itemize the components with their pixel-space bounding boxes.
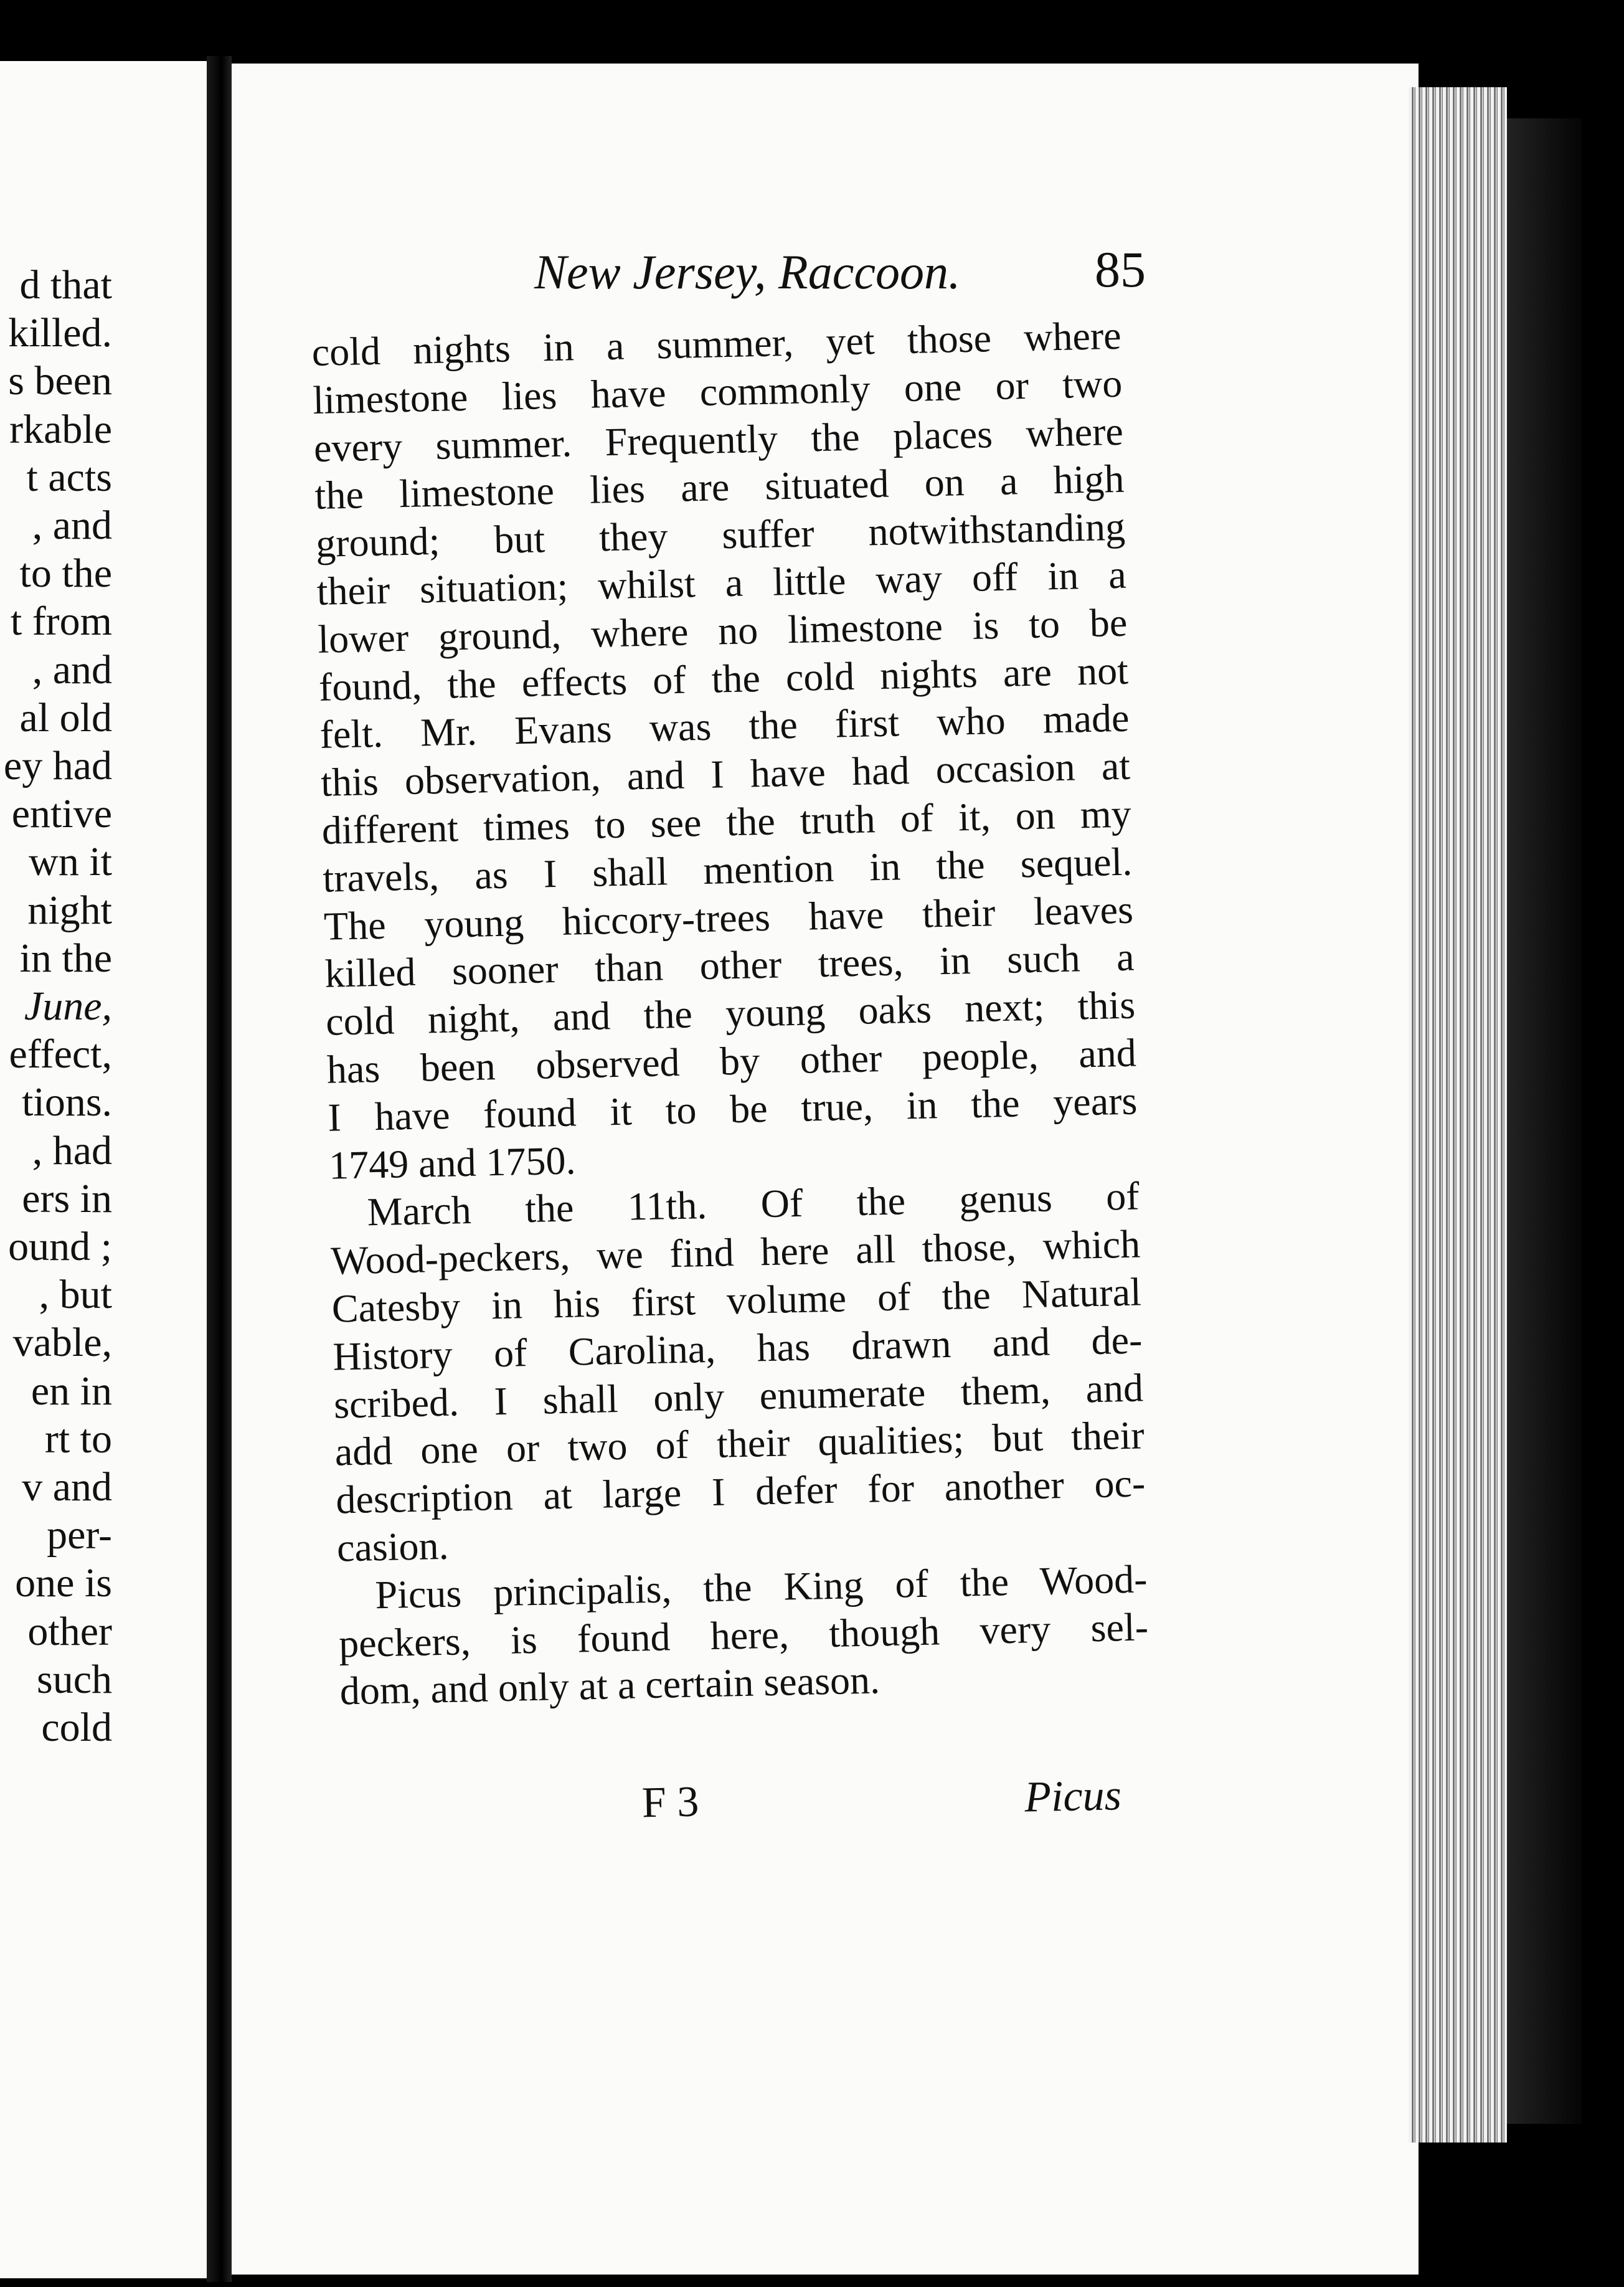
left-page-line: ound ; [8,1224,112,1269]
body-line: has been observed by other people, and [326,1030,1137,1092]
left-page-line: rkable [9,406,112,452]
body-line: found, the effects of the cold nights are not [318,648,1129,709]
left-page-line: , and [32,503,112,548]
left-page-line: rt to [44,1416,112,1462]
body-line: felt. Mr. Evans was the first who made [319,696,1130,757]
page-footer [623,1768,1122,1835]
body-line: different times to see the truth of it, on my [321,791,1132,853]
body-line: limestone lies have commonly one or two [312,361,1123,422]
body-line: travels, as I shall mention in the sequel. [322,839,1133,901]
left-page-line: cold [41,1705,112,1750]
left-page-line: wn it [29,839,112,885]
left-page-line: , but [39,1272,112,1318]
book-gutter [207,56,232,2282]
body-line: 1749 and 1750. [328,1137,577,1188]
left-page-line: effect, [9,1031,112,1077]
left-page-line: , and [32,646,112,693]
printer-signature-mark: F 3 [641,1778,700,1827]
left-page-line: en in [31,1368,112,1414]
body-line: every summer. Frequently the places where [313,409,1124,470]
body-line: scribed. I shall only enumerate them, and [333,1365,1144,1427]
left-page-line: v and [22,1464,112,1510]
page-edges [1409,87,1507,2143]
body-line: cold nights in a summer, yet those where [311,313,1122,374]
body-line: lower ground, where no limestone is to be [317,600,1128,661]
left-page-line: such [37,1656,112,1702]
body-line: Wood-peckers, we find here all those, which [330,1221,1141,1283]
left-page-line: to the [19,551,112,597]
page-number: 85 [1095,241,1146,298]
left-page-line: in the [19,935,112,981]
left-page-line: ey had [3,743,112,788]
body-line: ground; but they suffer notwithstanding [315,504,1126,566]
left-page-line: d that [19,262,112,308]
book-fore-edge-shadow [1507,118,1582,2124]
body-line: this observation, and I have had occasion at [320,743,1131,805]
page-header [529,240,1146,309]
body-line: peckers, is found here, though very sel- [338,1604,1149,1666]
left-page-line: other [27,1608,112,1654]
body-line: History of Carolina, has drawn and de- [332,1317,1143,1379]
left-page-line: one is [15,1560,112,1606]
body-line: March the 11th. Of the genus of [366,1173,1140,1234]
body-line: add one or two of their qualities; but their [334,1413,1145,1474]
left-page-line: , had [32,1127,112,1173]
left-page [0,61,207,2278]
body-line: Catesby in his first volume of the Natural [331,1269,1142,1331]
body-line: their situation; whilst a little way off in a [316,552,1127,613]
left-page-line: entive [11,791,112,837]
left-page-line: June, [24,983,112,1029]
body-line: The young hiccory-trees have their leaves [323,887,1134,949]
body-line: description at large I defer for another oc- [335,1461,1146,1522]
body-line: I have found it to be true, in the years [327,1078,1138,1140]
left-page-line: ers in [22,1175,112,1221]
left-page-line: per- [47,1512,112,1558]
body-line: cold night, and the young oaks next; this [325,982,1136,1044]
left-page-line: tions. [22,1079,112,1125]
left-page-line: t acts [26,454,112,500]
left-page-line: s been [8,358,112,404]
left-page-line: t from [10,599,112,645]
catchword: Picus [1024,1771,1122,1822]
body-line: dom, and only at a certain season. [339,1657,880,1713]
body-line: the limestone lies are situated on a high [314,457,1125,518]
left-page-line: killed. [8,310,112,356]
body-line: casion. [336,1523,450,1570]
body-line: Picus principalis, the King of the Wood- [374,1556,1148,1617]
body-text [311,312,1150,1716]
left-page-line: vable, [12,1320,112,1366]
left-page-line: al old [19,694,112,741]
running-head: New Jersey, Raccoon. [534,245,961,299]
left-page-line: night [27,887,112,933]
body-line: killed sooner than other trees, in such a [324,934,1135,997]
